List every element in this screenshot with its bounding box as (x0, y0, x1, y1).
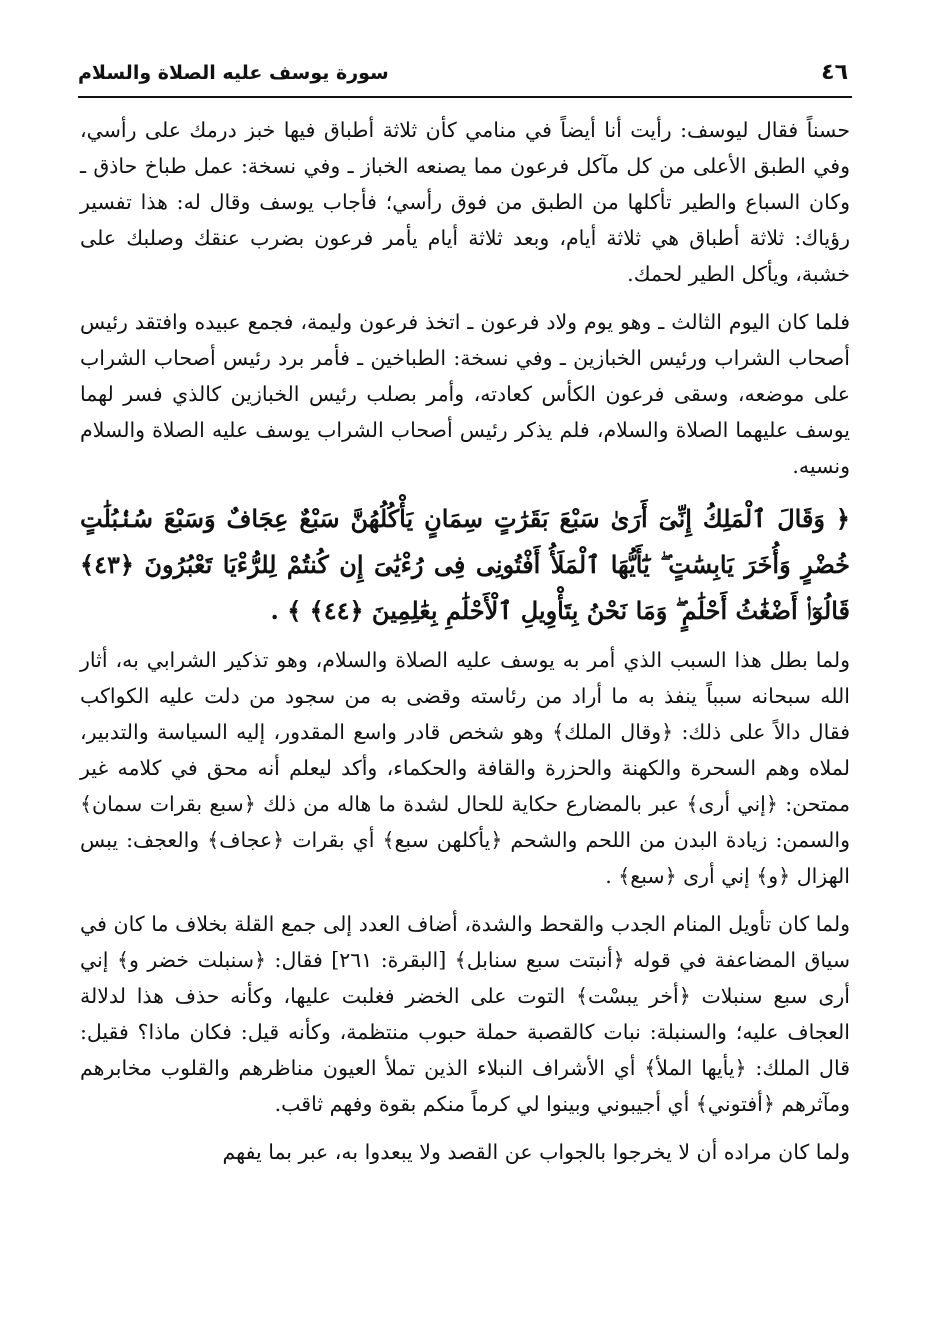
paragraph-2: فلما كان اليوم الثالث ـ وهو يوم ولاد فرعون ـ اتخذ فرعون وليمة، فجمع عبيده وافتقد رئيس أصحاب الشراب ورئيس الخبازين ـ وفي نسخة: الطباخين ـ فأمر برد رئيس أصحاب الشراب على موضعه، وسقى فرعون الكأس كعادته، وأمر بصلب رئيس الخبازين كالذي فسر لهما يوسف عليهما الصلاة والسلام، فلم يذكر رئيس أصحاب الشراب يوسف عليه الصلاة والسلام ونسيه. (80, 310, 850, 478)
running-title: سورة يوسف عليه الصلاة والسلام (78, 62, 389, 84)
paragraph-1: حسناً فقال ليوسف: رأيت أنا أيضاً في منامي كأن ثلاثة أطباق فيها خبز درمك على رأسي، وفي الطبق الأعلى من كل مآكل فرعون مما يصنعه الخباز ـ وفي نسخة: عمل طباخ حاذق ـ وكان السباع والطير تأكلها من الطبق من فوق رأسي؛ فأجاب يوسف وقال له: هذا تفسير رؤياك: ثلاثة أطباق هي ثلاثة أيام، وبعد ثلاثة أيام يأمر فرعون بضرب عنقك وصلبك على خشبة، ويأكل الطير لحمك. (80, 118, 850, 286)
page-header (78, 56, 852, 98)
page-number: ٤٦ (821, 60, 848, 85)
paragraph-3: ولما بطل هذا السبب الذي أمر به يوسف عليه الصلاة والسلام، وهو تذكير الشرابي به، أثار الله سبحانه سبباً ينفذ به ما أراد من رئاسته وقضى به من سجود من دلت عليه الكواكب فقال دالاً على ذلك: ﴿وقال الملك﴾ وهو شخص قادر واسع المقدور، إليه السياسة والتدبير، لملاه وهم السحرة والكهنة والحزرة والقافة والحكماء، وأكد ليعلم أنه محق في كلامه غير ممتحن: ﴿إني أرى﴾ عبر بالمضارع حكاية للحال لشدة ما هاله من ذلك ﴿سبع بقرات سمان﴾ والسمن: زيادة البدن من اللحم والشحم ﴿يأكلهن سبع﴾ أي بقرات ﴿عجاف﴾ والعجف: يبس الهزال ﴿و﴾ إني أرى ﴿سبع﴾ . (80, 648, 850, 888)
paragraph-4: ولما كان تأويل المنام الجدب والقحط والشدة، أضاف العدد إلى جمع القلة بخلاف ما كان في سياق المضاعفة في قوله ﴿أنبتت سبع سنابل﴾ [البقرة: ٢٦١] فقال: ﴿سنبلت خضر و﴾ إني أرى سبع سنبلات ﴿أخر يبسْت﴾ التوت على الخضر فغلبت عليها، وكأنه حذف هذا لدلالة العجاف عليه؛ والسنبلة: نبات كالقصبة حملة حبوب منتظمة، وكأنه قيل: فكان ماذا؟ فقيل: قال الملك: ﴿يأيها الملأ﴾ أي الأشراف النبلاء الذين تملأ العيون مناظرهم والقلوب مخابرهم ومآثرهم ﴿أفتوني﴾ أي أجيبوني وبينوا لي كرماً منكم بقوة وفهم ثاقب. (80, 912, 851, 1116)
body-text (80, 112, 850, 1182)
quran-verse-block: ﴿ وَقَالَ ٱلْمَلِكُ إِنِّىٓ أَرَىٰ سَبْعَ بَقَرَٰتٍ سِمَانٍ يَأْكُلُهُنَّ سَبْعٌ عِجَافٌ وَسَبْعَ سُنۢبُلَٰتٍ خُضْرٍ وَأُخَرَ يَابِسَٰتٍ ۖ يَٰٓأَيُّهَا ٱلْمَلَأُ أَفْتُونِى فِى رُءْيَٰىَ إِن كُنتُمْ لِلرُّءْيَا تَعْبُرُونَ ﴿٤٣﴾ قَالُوٓا۟ أَضْغَٰثُ أَحْلَٰمٍ ۖ وَمَا نَحْنُ بِتَأْوِيلِ ٱلْأَحْلَٰمِ بِعَٰلِمِينَ ﴿٤٤﴾ ﴾ . (80, 504, 850, 625)
paragraph-5: ولما كان مراده أن لا يخرجوا بالجواب عن القصد ولا يبعدوا به، عبر بما يفهم (222, 1140, 850, 1164)
